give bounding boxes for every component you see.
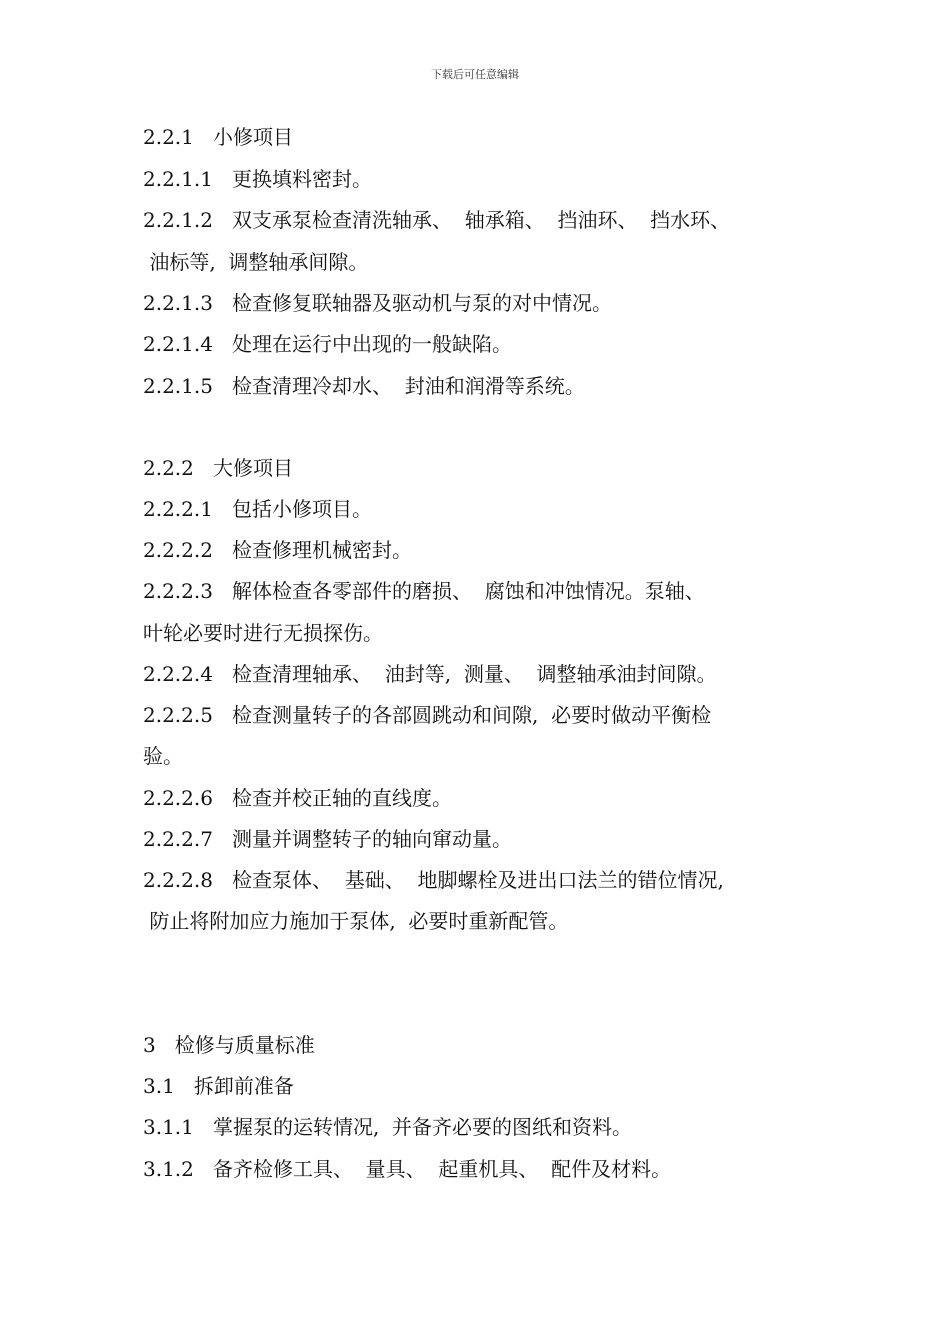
text-line: 2.2.2.8 检查泵体、 基础、 地脚螺栓及进出口法兰的错位情况, [143,868,724,892]
text-line: 2.2.2.6 检查并校正轴的直线度。 [143,786,453,810]
text-line: 2.2.1.1 更换填料密封。 [143,167,373,191]
section-heading: 3.1 拆卸前准备 [143,1074,294,1098]
text-line: 油标等, 调整轴承间隙。 [143,250,369,274]
text-line: 2.2.2.1 包括小修项目。 [143,497,373,521]
page-header: 下载后可任意编辑 [431,68,519,81]
text-line: 防止将附加应力施加于泵体, 必要时重新配管。 [143,909,569,933]
text-line: 3.1.1 掌握泵的运转情况, 并备齐必要的图纸和资料。 [143,1115,633,1139]
text-line: 2.2.1.3 检查修复联轴器及驱动机与泵的对中情况。 [143,291,613,315]
text-line: 2.2.1.2 双支承泵检查清洗轴承、 轴承箱、 挡油环、 挡水环、 [143,208,731,232]
text-line: 验。 [143,744,183,768]
text-line: 2.2.2.7 测量并调整转子的轴向窜动量。 [143,827,513,851]
text-line: 叶轮必要时进行无损探伤。 [143,621,383,645]
text-line: 2.2.2.5 检查测量转子的各部圆跳动和间隙, 必要时做动平衡检 [143,703,712,727]
text-line: 2.2.2.2 检查修理机械密封。 [143,538,413,562]
text-line: 2.2.1.4 处理在运行中出现的一般缺陷。 [143,332,513,356]
text-line: 3.1.2 备齐检修工具、 量具、 起重机具、 配件及材料。 [143,1157,672,1181]
text-line: 2.2.2.4 检查清理轴承、 油封等, 测量、 调整轴承油封间隙。 [143,662,717,686]
text-line: 2.2.2.3 解体检查各零部件的磨损、 腐蚀和冲蚀情况。泵轴、 [143,579,705,603]
text-line: 2.2.1.5 检查清理冷却水、 封油和润滑等系统。 [143,374,585,398]
section-heading: 2.2.1 小修项目 [143,125,293,149]
section-heading: 2.2.2 大修项目 [143,456,293,480]
chapter-heading: 3 检修与质量标准 [143,1033,315,1057]
